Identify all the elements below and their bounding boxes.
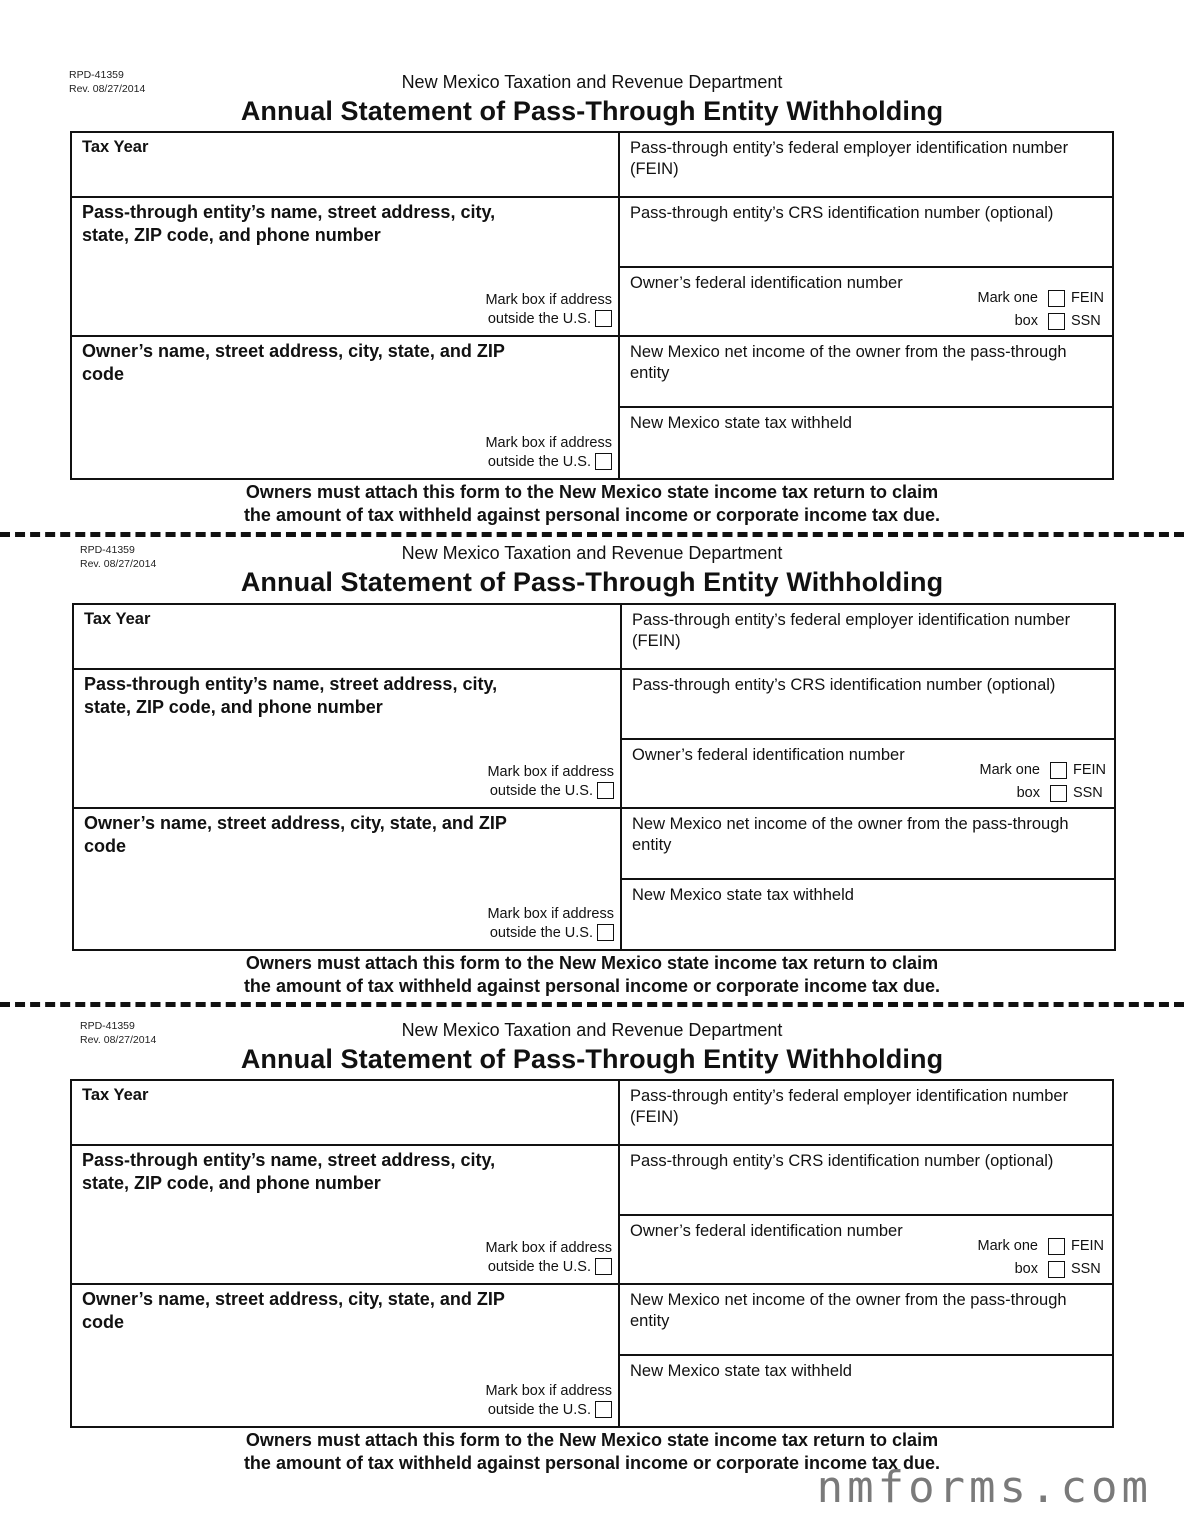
mark-address-line1: Mark box if address xyxy=(487,764,614,780)
attach-notice xyxy=(0,952,1184,998)
tax-withheld-label: New Mexico state tax withheld xyxy=(630,1362,852,1380)
fein-label: Pass-through entity’s federal employer identification number (FEIN) xyxy=(632,611,1071,650)
owner-outside-us-checkbox[interactable] xyxy=(597,924,614,941)
notice-line2: the amount of tax withheld against personal income or corporate income tax due. xyxy=(243,1453,941,1473)
owner-outside-us-checkbox[interactable] xyxy=(595,1401,612,1418)
id-type-selector xyxy=(980,759,1106,805)
crs-id-field[interactable] xyxy=(622,670,1114,740)
mark-one-box-label: box xyxy=(1016,785,1040,801)
net-income-field[interactable] xyxy=(620,1285,1112,1356)
entity-outside-us-checkbox[interactable] xyxy=(597,782,614,799)
mark-address-line2: outside the U.S. xyxy=(487,454,591,470)
form-number: RPD-41359 xyxy=(69,69,124,81)
owner-federal-id-label: Owner’s federal identification number xyxy=(632,746,905,764)
tax-withheld-field[interactable] xyxy=(622,880,1114,949)
ssn-checkbox[interactable] xyxy=(1048,1261,1065,1278)
entity-name-address-field[interactable] xyxy=(74,670,622,809)
fein-label: Pass-through entity’s federal employer identification number (FEIN) xyxy=(630,1087,1069,1126)
tax-year-label: Tax Year xyxy=(82,138,149,156)
mark-address-line2: outside the U.S. xyxy=(487,1402,591,1418)
fein-field[interactable] xyxy=(620,1081,1112,1146)
cut-line-1 xyxy=(0,532,1184,537)
form-revision: Rev. 08/27/2014 xyxy=(69,83,146,95)
owner-federal-id-label: Owner’s federal identification number xyxy=(630,274,903,292)
owner-name-address-label: Owner’s name, street address, city, state, and ZIP code xyxy=(82,1289,505,1332)
owner-federal-id-label: Owner’s federal identification number xyxy=(630,1222,903,1240)
mark-one-box-label: box xyxy=(1014,313,1038,329)
department-name: New Mexico Taxation and Revenue Department xyxy=(401,72,783,92)
owner-federal-id-field[interactable] xyxy=(620,1216,1112,1285)
cut-line-2 xyxy=(0,1002,1184,1007)
crs-id-label: Pass-through entity’s CRS identification number (optional) xyxy=(630,1152,1054,1170)
notice-line2: the amount of tax withheld against personal income or corporate income tax due. xyxy=(243,976,941,996)
mark-address-line2: outside the U.S. xyxy=(489,783,593,799)
mark-one-label: Mark one xyxy=(979,762,1040,778)
entity-name-address-label: Pass-through entity’s name, street address, city, state, ZIP code, and phone number xyxy=(82,202,496,245)
fein-option-label: FEIN xyxy=(1070,1238,1104,1254)
owner-outside-us-mark xyxy=(487,905,614,943)
form-title: Annual Statement of Pass-Through Entity Withholding xyxy=(240,1044,944,1074)
form-revision: Rev. 08/27/2014 xyxy=(80,1034,157,1046)
net-income-label: New Mexico net income of the owner from the pass-through entity xyxy=(630,343,1067,382)
form-fields-grid xyxy=(72,603,1116,951)
form-title: Annual Statement of Pass-Through Entity Withholding xyxy=(240,96,944,126)
attach-notice xyxy=(0,481,1184,527)
tax-year-field[interactable] xyxy=(74,605,622,670)
id-type-selector xyxy=(978,1235,1104,1281)
ssn-option-label: SSN xyxy=(1070,313,1101,329)
entity-outside-us-mark xyxy=(487,763,614,801)
notice-line1: Owners must attach this form to the New Mexico state income tax return to claim xyxy=(245,482,939,502)
fein-option-label: FEIN xyxy=(1072,762,1106,778)
owner-name-address-label: Owner’s name, street address, city, state, and ZIP code xyxy=(84,813,507,856)
entity-name-address-label: Pass-through entity’s name, street address, city, state, ZIP code, and phone number xyxy=(84,674,498,717)
crs-id-label: Pass-through entity’s CRS identification number (optional) xyxy=(630,204,1054,222)
form-number: RPD-41359 xyxy=(80,544,135,556)
owner-name-address-label: Owner’s name, street address, city, state, and ZIP code xyxy=(82,341,505,384)
crs-id-label: Pass-through entity’s CRS identification number (optional) xyxy=(632,676,1056,694)
form-title: Annual Statement of Pass-Through Entity Withholding xyxy=(240,567,944,597)
tax-withheld-label: New Mexico state tax withheld xyxy=(632,886,854,904)
mark-address-line1: Mark box if address xyxy=(485,435,612,451)
net-income-label: New Mexico net income of the owner from the pass-through entity xyxy=(632,815,1069,854)
mark-address-line1: Mark box if address xyxy=(485,1383,612,1399)
form-fields-grid xyxy=(70,1079,1114,1428)
fein-option-label: FEIN xyxy=(1070,290,1104,306)
mark-one-label: Mark one xyxy=(977,290,1038,306)
tax-year-label: Tax Year xyxy=(82,1086,149,1104)
entity-name-address-field[interactable] xyxy=(72,1146,620,1285)
form-revision: Rev. 08/27/2014 xyxy=(80,558,157,570)
mark-address-line2: outside the U.S. xyxy=(487,311,591,327)
crs-id-field[interactable] xyxy=(620,1146,1112,1216)
department-name: New Mexico Taxation and Revenue Department xyxy=(401,543,783,563)
entity-outside-us-checkbox[interactable] xyxy=(595,1258,612,1275)
owner-outside-us-mark xyxy=(485,1382,612,1420)
entity-outside-us-mark xyxy=(485,1239,612,1277)
fein-label: Pass-through entity’s federal employer identification number (FEIN) xyxy=(630,139,1069,178)
notice-line2: the amount of tax withheld against personal income or corporate income tax due. xyxy=(243,505,941,525)
fein-checkbox[interactable] xyxy=(1048,1238,1065,1255)
net-income-label: New Mexico net income of the owner from the pass-through entity xyxy=(630,1291,1067,1330)
ssn-option-label: SSN xyxy=(1072,785,1103,801)
net-income-field[interactable] xyxy=(622,809,1114,880)
ssn-option-label: SSN xyxy=(1070,1261,1101,1277)
mark-address-line1: Mark box if address xyxy=(485,292,612,308)
notice-line1: Owners must attach this form to the New Mexico state income tax return to claim xyxy=(245,1430,939,1450)
owner-name-address-field[interactable] xyxy=(72,1285,620,1426)
department-name: New Mexico Taxation and Revenue Department xyxy=(401,1020,783,1040)
owner-name-address-field[interactable] xyxy=(74,809,622,949)
owner-federal-id-field[interactable] xyxy=(622,740,1114,809)
mark-address-line1: Mark box if address xyxy=(487,906,614,922)
mark-one-box-label: box xyxy=(1014,1261,1038,1277)
tax-withheld-label: New Mexico state tax withheld xyxy=(630,414,852,432)
fein-field[interactable] xyxy=(622,605,1114,670)
mark-address-line1: Mark box if address xyxy=(485,1240,612,1256)
mark-one-label: Mark one xyxy=(977,1238,1038,1254)
site-watermark: nmforms.com xyxy=(816,1462,1152,1513)
tax-year-field[interactable] xyxy=(72,1081,620,1146)
tax-year-label: Tax Year xyxy=(84,610,151,628)
notice-line1: Owners must attach this form to the New Mexico state income tax return to claim xyxy=(245,953,939,973)
mark-address-line2: outside the U.S. xyxy=(489,925,593,941)
entity-name-address-label: Pass-through entity’s name, street address, city, state, ZIP code, and phone number xyxy=(82,1150,496,1193)
mark-address-line2: outside the U.S. xyxy=(487,1259,591,1275)
fein-checkbox[interactable] xyxy=(1050,762,1067,779)
tax-withheld-field[interactable] xyxy=(620,1356,1112,1426)
form-number: RPD-41359 xyxy=(80,1020,135,1032)
ssn-checkbox[interactable] xyxy=(1050,785,1067,802)
